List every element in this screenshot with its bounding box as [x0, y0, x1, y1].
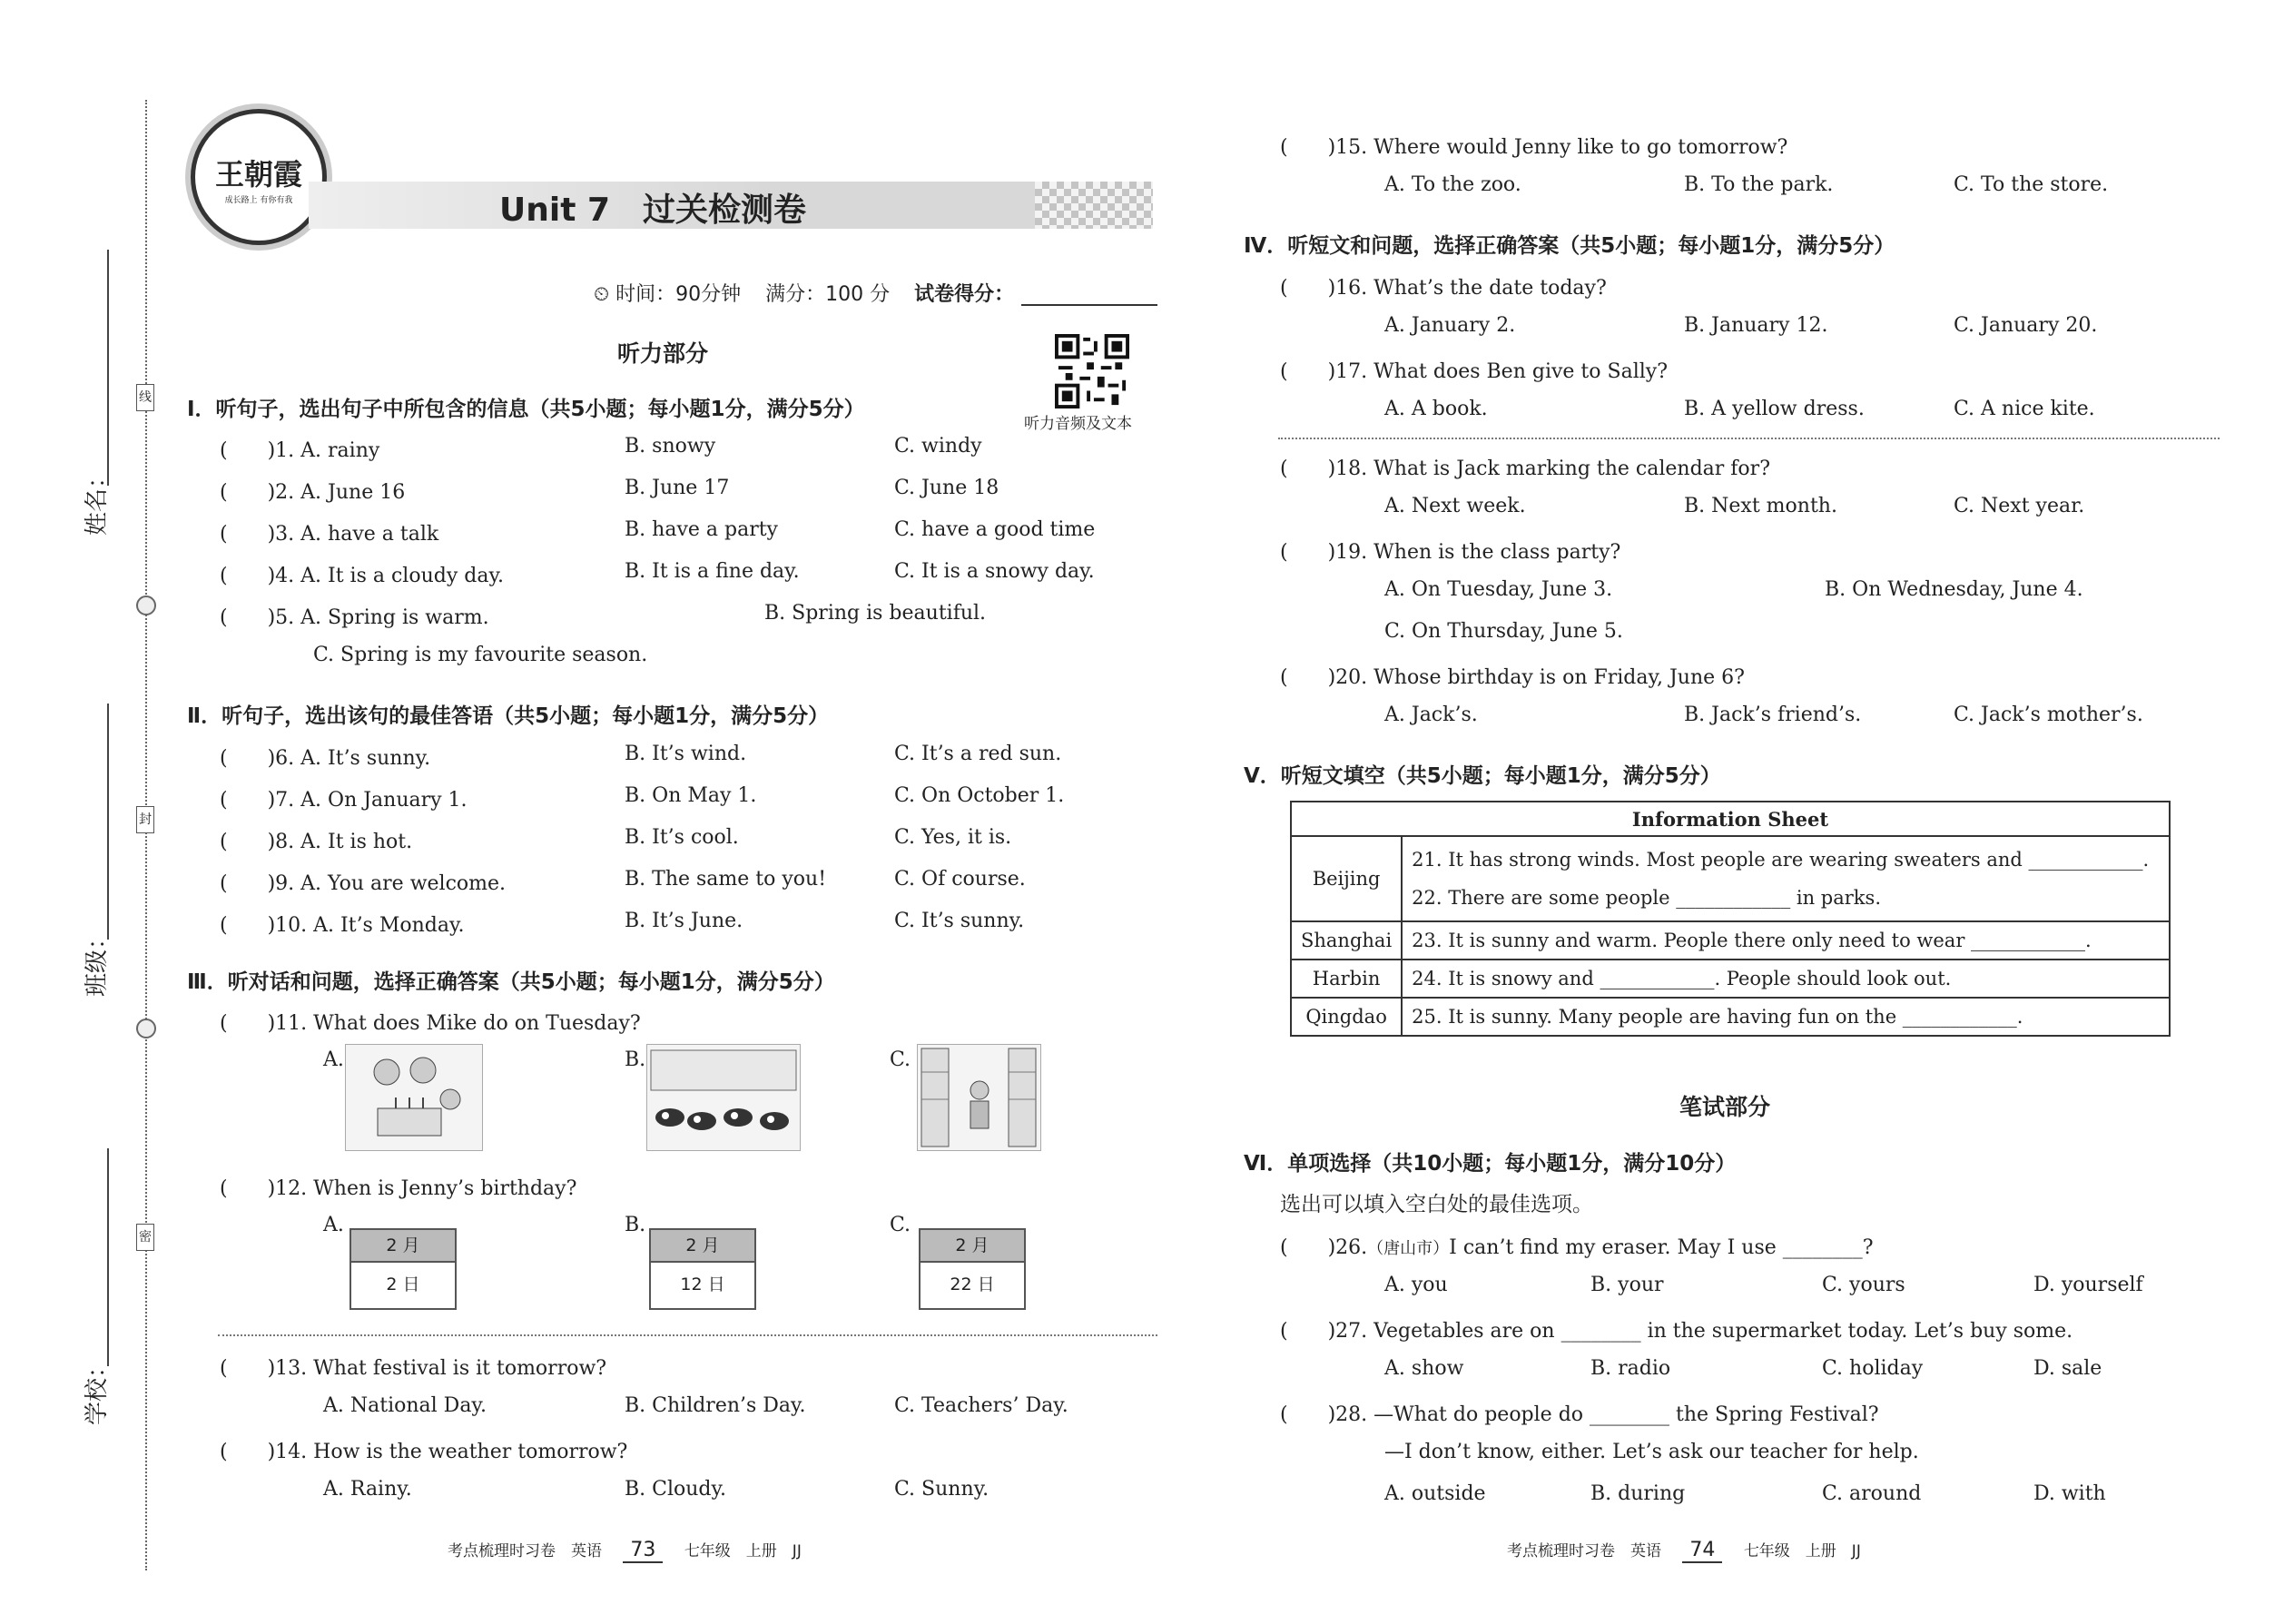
q11-picture-store[interactable] [917, 1044, 1041, 1151]
q11[interactable]: ( )11. What does Mike do on Tuesday? [220, 1012, 641, 1035]
q27[interactable]: ( )27. Vegetables are on ________ in the supermarket today. Let’s buy some. [1280, 1320, 2073, 1343]
q16[interactable]: ( )16. What’s the date today? [1280, 277, 1607, 300]
q9-option-a: )9. A. You are welcome. [267, 872, 507, 895]
q19-option-a: A. On Tuesday, June 3. [1384, 578, 1613, 601]
q11-text: )11. What does Mike do on Tuesday? [267, 1012, 641, 1035]
q12-text: )12. When is Jenny’s birthday? [267, 1177, 577, 1200]
binding-hole-icon [136, 1019, 156, 1038]
logo-text: 王朝霞 [214, 157, 302, 192]
q28[interactable]: ( )28. —What do people do ________ the Spring Festival? [1280, 1403, 1879, 1426]
q26-option-a: A. you [1384, 1274, 1448, 1296]
q28-option-c: C. around [1822, 1482, 1922, 1505]
q1-option-c: C. windy [894, 435, 982, 458]
q13[interactable]: ( )13. What festival is it tomorrow? [220, 1357, 607, 1380]
table-title: Information Sheet [1291, 802, 2170, 836]
seal-char-3: 密 [136, 1224, 154, 1251]
q11-label-b: B. [625, 1048, 646, 1071]
q2-option-c: C. June 18 [894, 477, 999, 499]
q4-option-b: B. It is a fine day. [625, 560, 800, 583]
q27-text: )27. Vegetables are on ________ in the supermarket today. Let’s buy some. [1327, 1320, 2073, 1343]
footer-left [448, 1538, 802, 1563]
section-6-instruction: 选出可以填入空白处的最佳选项。 [1280, 1193, 1593, 1216]
q11-picture-zoo[interactable] [646, 1044, 801, 1151]
q20-option-b: B. Jack’s friend’s. [1684, 704, 1862, 726]
q7-option-b: B. On May 1. [625, 784, 757, 807]
q27-option-d: D. sale [2033, 1357, 2102, 1380]
city-cell: Shanghai [1291, 921, 1402, 960]
q1[interactable]: ( )1. A. rainy [220, 439, 380, 462]
q4[interactable]: ( )4. A. It is a cloudy day. [220, 565, 504, 587]
separator [218, 1334, 1157, 1336]
q16-option-b: B. January 12. [1684, 314, 1828, 337]
seal-char-2: 封 [136, 806, 154, 833]
q28-option-a: A. outside [1384, 1482, 1486, 1505]
q6-option-a: )6. A. It’s sunny. [267, 747, 431, 770]
q26-text: I can’t find my eraser. May I use ________? [1449, 1236, 1874, 1259]
q3-option-b: B. have a party [625, 518, 778, 541]
calendar-day: 12 日 [680, 1275, 725, 1294]
q8-option-a: )8. A. It is hot. [267, 831, 413, 853]
q20-option-c: C. Jack’s mother’s. [1954, 704, 2143, 726]
q18-option-c: C. Next year. [1954, 495, 2085, 517]
q27-option-b: B. radio [1590, 1357, 1671, 1380]
qr-code-icon[interactable] [1055, 334, 1129, 408]
q17-option-a: A. A book. [1384, 398, 1488, 420]
q3-option-c: C. have a good time [894, 518, 1096, 541]
calendar-month: 2 月 [351, 1230, 455, 1263]
q8-option-c: C. Yes, it is. [894, 826, 1012, 849]
calendar-month: 2 月 [921, 1230, 1024, 1263]
calendar-day: 2 日 [386, 1275, 420, 1294]
q12-calendar-b[interactable] [649, 1228, 756, 1310]
clock-icon: ⏲ [594, 283, 610, 306]
q13-option-b: B. Children’s Day. [625, 1394, 806, 1417]
q16-text: )16. What’s the date today? [1327, 277, 1607, 300]
q18-option-b: B. Next month. [1684, 495, 1837, 517]
q26[interactable]: ( )26.（唐山市）I can’t find my eraser. May I use ________? [1280, 1236, 1874, 1259]
calendar-day: 22 日 [950, 1275, 995, 1294]
q15-option-a: A. To the zoo. [1384, 173, 1521, 196]
score-label: 试卷得分： [914, 283, 1015, 306]
q9[interactable]: ( )9. A. You are welcome. [220, 872, 507, 895]
q15[interactable]: ( )15. Where would Jenny like to go tomorrow? [1280, 136, 1788, 159]
q6-option-b: B. It’s wind. [625, 743, 747, 765]
q13-option-a: A. National Day. [323, 1394, 487, 1417]
seal-char-1: 线 [136, 384, 154, 411]
q11-picture-birthday[interactable] [345, 1044, 483, 1151]
section-5-title: Ⅴ．听短文填空（共5小题；每小题1分，满分5分） [1244, 764, 1721, 788]
q2[interactable]: ( )2. A. June 16 [220, 481, 406, 504]
q12-label-a: A. [323, 1214, 344, 1236]
q7-option-c: C. On October 1. [894, 784, 1065, 807]
q12-calendar-c[interactable] [919, 1228, 1026, 1310]
q12-label-b: B. [625, 1214, 646, 1236]
binding-line [145, 100, 147, 1570]
calendar-month: 2 月 [651, 1230, 754, 1263]
q9-option-c: C. Of course. [894, 868, 1026, 891]
q13-text: )13. What festival is it tomorrow? [267, 1357, 607, 1380]
q15-option-b: B. To the park. [1684, 173, 1834, 196]
q19-text: )19. When is the class party? [1327, 541, 1621, 564]
logo-slogan: 成长路上 有你有我 [224, 196, 293, 205]
section-3-title: Ⅲ．听对话和问题，选择正确答案（共5小题；每小题1分，满分5分） [187, 970, 835, 994]
q5[interactable]: ( )5. A. Spring is warm. [220, 606, 489, 629]
q4-option-a: )4. A. It is a cloudy day. [267, 565, 504, 587]
section-2-title: Ⅱ．听句子，选出该句的最佳答语（共5小题；每小题1分，满分5分） [187, 704, 830, 728]
q1-option-a: )1. A. rainy [267, 439, 380, 462]
q27-option-a: A. show [1384, 1357, 1464, 1380]
q20-text: )20. Whose birthday is on Friday, June 6? [1327, 666, 1745, 689]
section-6-title: Ⅵ．单项选择（共10小题；每小题1分，满分10分） [1244, 1152, 1737, 1176]
q13-option-c: C. Teachers’ Day. [894, 1394, 1068, 1417]
q9-option-b: B. The same to you! [625, 868, 827, 891]
birthday-party-icon [346, 1045, 482, 1150]
q5-option-b: B. Spring is beautiful. [764, 602, 987, 625]
class-field[interactable] [107, 704, 109, 940]
q17[interactable]: ( )17. What does Ben give to Sally? [1280, 360, 1668, 383]
q11-label-a: A. [323, 1048, 344, 1071]
q27-option-c: C. holiday [1822, 1357, 1924, 1380]
shopping-store-icon [918, 1045, 1040, 1150]
q12-label-c: C. [890, 1214, 911, 1236]
q8-option-b: B. It’s cool. [625, 826, 739, 849]
q14[interactable]: ( )14. How is the weather tomorrow? [220, 1441, 628, 1463]
q14-option-a: A. Rainy. [323, 1478, 412, 1501]
q16-option-c: C. January 20. [1954, 314, 2098, 337]
footer-series: 考点梳理时习卷 英语 [448, 1542, 602, 1560]
table-row [1291, 836, 2170, 921]
q10-option-a: )10. A. It’s Monday. [267, 914, 465, 937]
q19-option-b: B. On Wednesday, June 4. [1825, 578, 2083, 601]
q26-option-b: B. your [1590, 1274, 1664, 1296]
q12[interactable]: ( )12. When is Jenny’s birthday? [220, 1177, 577, 1200]
binding-hole-icon [136, 595, 156, 615]
q15-text: )15. Where would Jenny like to go tomorrow? [1327, 136, 1788, 159]
score-field[interactable] [1021, 304, 1157, 306]
time-limit: 时间：90分钟 [615, 283, 742, 306]
q10[interactable]: ( )10. A. It’s Monday. [220, 914, 465, 937]
logo [191, 109, 327, 245]
information-sheet-table [1290, 801, 2171, 1037]
q28-text: )28. —What do people do ________ the Spring Festival? [1327, 1403, 1879, 1426]
q18[interactable]: ( )18. What is Jack marking the calendar for? [1280, 458, 1770, 480]
blank-22[interactable]: 22. There are some people ____________ in parks. [1412, 887, 1881, 909]
q10-option-c: C. It’s sunny. [894, 910, 1025, 932]
page-title: Unit 7 过关检测卷 [499, 192, 806, 229]
q18-text: )18. What is Jack marking the calendar for? [1327, 458, 1770, 480]
q28-option-b: B. during [1590, 1482, 1686, 1505]
blank-24[interactable]: 24. It is snowy and ____________. People should look out. [1402, 960, 2170, 998]
q20-option-a: A. Jack’s. [1384, 704, 1478, 726]
q2-option-a: )2. A. June 16 [267, 481, 406, 504]
city-cell: Beijing [1291, 836, 1402, 921]
q10-option-b: B. It’s June. [625, 910, 743, 932]
footer-right [1507, 1538, 1861, 1563]
section-4-title: Ⅳ．听短文和问题，选择正确答案（共5小题；每小题1分，满分5分） [1244, 234, 1895, 258]
q5-option-a: )5. A. Spring is warm. [267, 606, 489, 629]
q19[interactable]: ( )19. When is the class party? [1280, 541, 1621, 564]
q4-option-c: C. It is a snowy day. [894, 560, 1095, 583]
zoo-animals-icon [647, 1045, 800, 1150]
blank-23[interactable]: 23. It is sunny and warm. People there only need to wear ____________. [1402, 921, 2170, 960]
q17-text: )17. What does Ben give to Sally? [1327, 360, 1668, 383]
q3-option-a: )3. A. have a talk [267, 523, 439, 546]
q6[interactable]: ( )6. A. It’s sunny. [220, 747, 431, 770]
table-row [1291, 998, 2170, 1036]
blank-21[interactable]: 21. It has strong winds. Most people are wearing sweaters and ____________. [1412, 849, 2150, 871]
footer-series: 考点梳理时习卷 英语 [1507, 1542, 1661, 1560]
exam-meta [594, 279, 1014, 307]
banner-checker [1035, 182, 1153, 229]
city-cell: Harbin [1291, 960, 1402, 998]
section-1-title: Ⅰ．听句子，选出句子中所包含的信息（共5小题；每小题1分，满分5分） [187, 398, 865, 421]
q16-option-a: A. January 2. [1384, 314, 1516, 337]
separator [1278, 438, 2220, 439]
q26-option-c: C. yours [1822, 1274, 1905, 1296]
full-score: 满分：100 分 [765, 283, 891, 306]
q26-tag: （唐山市） [1367, 1239, 1450, 1258]
q26-option-d: D. yourself [2033, 1274, 2143, 1296]
class-label: 班级： [84, 925, 111, 997]
q14-option-b: B. Cloudy. [625, 1478, 727, 1501]
q7-option-a: )7. A. On January 1. [267, 789, 468, 812]
footer-grade: 七年级 上册 JJ [684, 1542, 802, 1560]
table-row [1291, 960, 2170, 998]
name-field[interactable] [107, 250, 109, 486]
school-field[interactable] [107, 1148, 109, 1366]
q18-option-a: A. Next week. [1384, 495, 1526, 517]
page-number: 73 [623, 1539, 663, 1563]
q5-option-c: C. Spring is my favourite season. [313, 644, 648, 666]
q2-option-b: B. June 17 [625, 477, 730, 499]
q19-option-c: C. On Thursday, June 5. [1384, 620, 1623, 643]
q12-calendar-a[interactable] [350, 1228, 457, 1310]
q3[interactable]: ( )3. A. have a talk [220, 523, 439, 546]
footer-grade: 七年级 上册 JJ [1743, 1542, 1861, 1560]
q17-option-b: B. A yellow dress. [1684, 398, 1865, 420]
q7[interactable]: ( )7. A. On January 1. [220, 789, 468, 812]
city-cell: Qingdao [1291, 998, 1402, 1036]
q28-option-d: D. with [2033, 1482, 2106, 1505]
table-row [1291, 921, 2170, 960]
blank-25[interactable]: 25. It is sunny. Many people are having fun on the ____________. [1402, 998, 2170, 1036]
school-label: 学校： [84, 1353, 111, 1425]
q6-option-c: C. It’s a red sun. [894, 743, 1062, 765]
q14-text: )14. How is the weather tomorrow? [267, 1441, 628, 1463]
q1-option-b: B. snowy [625, 435, 716, 458]
q15-option-c: C. To the store. [1954, 173, 2109, 196]
q17-option-c: C. A nice kite. [1954, 398, 2095, 420]
page-number: 74 [1682, 1539, 1722, 1563]
q11-label-c: C. [890, 1048, 911, 1071]
q20[interactable]: ( )20. Whose birthday is on Friday, June 6? [1280, 666, 1745, 689]
q8[interactable]: ( )8. A. It is hot. [220, 831, 413, 853]
q14-option-c: C. Sunny. [894, 1478, 989, 1501]
name-label: 姓名： [84, 464, 111, 536]
writing-title: 笔试部分 [1679, 1094, 1771, 1120]
qr-caption: 听力音频及文本 [1024, 415, 1132, 433]
q28-reply: —I don’t know, either. Let’s ask our teacher for help. [1384, 1441, 1919, 1463]
listening-title: 听力部分 [617, 340, 709, 367]
